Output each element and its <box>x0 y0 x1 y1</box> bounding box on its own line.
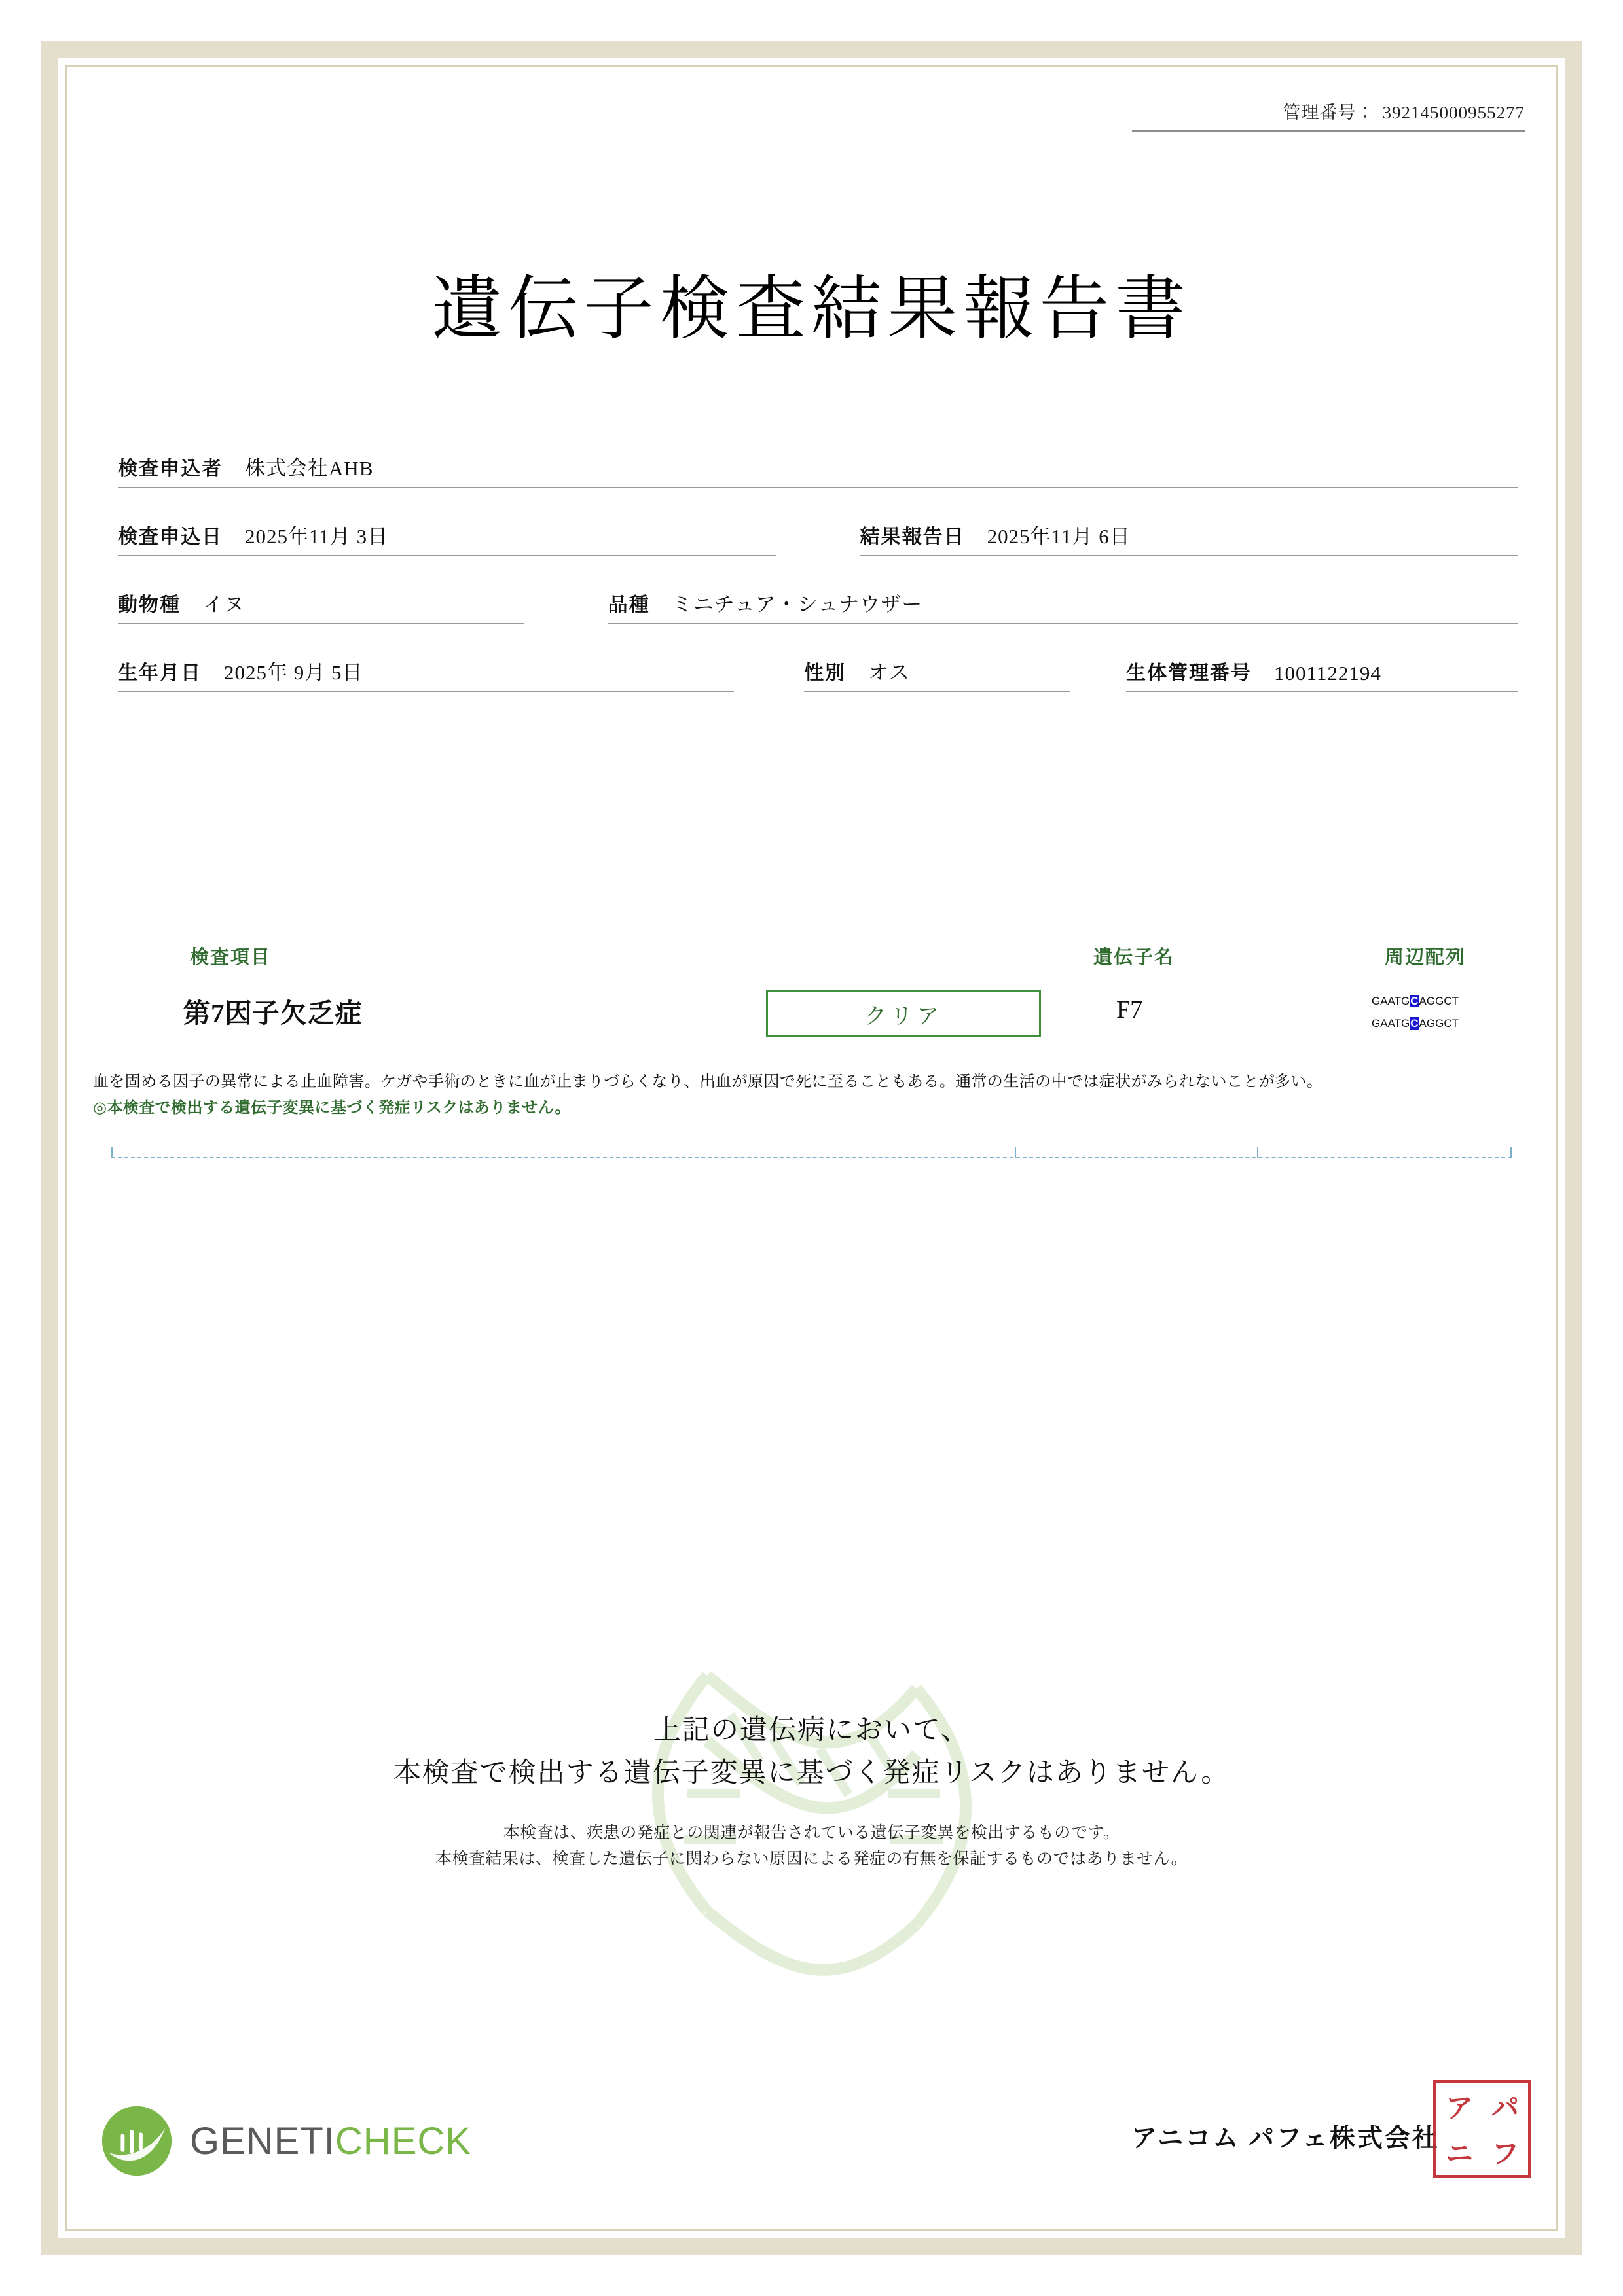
company-name: アニコム パフェ株式会社 <box>1131 2125 1440 2153</box>
management-number <box>1132 98 1525 132</box>
seal-char-0: ア <box>1445 2094 1473 2124</box>
seq-prefix-2: GAATG <box>1372 1017 1410 1030</box>
leaf-icon <box>98 2102 175 2179</box>
field-animal-id <box>1126 656 1518 692</box>
divider-tick-3 <box>1510 1147 1512 1158</box>
breed-value: ミニチュア・シュナウザー <box>672 593 923 616</box>
gene-name: F7 <box>1116 996 1143 1024</box>
column-header-gene: 遺伝子名 <box>1093 947 1175 968</box>
report-date-value: 2025年11月 6日 <box>987 525 1131 548</box>
status-badge <box>766 990 1041 1037</box>
apply-date-value: 2025年11月 3日 <box>245 525 389 548</box>
divider-tick-1 <box>1015 1147 1016 1158</box>
birth-date-label: 生年月日 <box>118 662 202 684</box>
summary-line-2: 本検査で検出する遺伝子変異に基づく発症リスクはありません。 <box>393 1757 1230 1788</box>
sex-label: 性別 <box>804 662 847 684</box>
sex-value: オス <box>868 661 910 684</box>
apply-date-label: 検査申込日 <box>118 526 223 548</box>
logo-word-part1: GENETI <box>190 2119 335 2162</box>
info-row-dates <box>118 520 1518 556</box>
field-applicant <box>118 452 1518 488</box>
applicant-value: 株式会社AHB <box>245 457 374 480</box>
info-block <box>118 452 1518 724</box>
disease-description: 血を固める因子の異常による止血障害。ケガや手術のときに血が止まりづらくなり、出血が原因で死に至ることもある。通常の生活の中では症状がみられないことが多い。 <box>93 1073 1323 1090</box>
field-species <box>118 588 524 624</box>
summary-line-1: 上記の遺伝病において、 <box>653 1714 970 1745</box>
seq-highlight-2: C <box>1410 1017 1419 1030</box>
report-date-label: 結果報告日 <box>860 526 965 548</box>
field-sex <box>804 656 1070 692</box>
summary-note-line-1: 本検査は、疾患の発症との関連が報告されている遺伝子変異を検出するものです。 <box>503 1823 1120 1842</box>
logo-wordmark <box>190 2119 471 2163</box>
field-breed <box>608 588 1518 624</box>
seq-suffix-1: AGGCT <box>1419 995 1459 1007</box>
disease-description-block <box>93 1070 1530 1121</box>
summary-note <box>85 1820 1538 1872</box>
management-number-value: 392145000955277 <box>1382 103 1525 122</box>
disease-name: 第7因子欠乏症 <box>183 998 363 1028</box>
summary-note-line-2: 本検査結果は、検査した遺伝子に関わらない原因による発症の有無を保証するものではありません。 <box>435 1850 1188 1869</box>
page-footer <box>85 2067 1538 2191</box>
disease-risk-note: ◎本検査で検出する遺伝子変異に基づく発症リスクはありません。 <box>93 1100 571 1117</box>
info-row-species <box>118 588 1518 624</box>
page-title: 遺伝子検査結果報告書 <box>431 271 1192 348</box>
section-divider <box>111 1157 1512 1158</box>
seq-prefix-1: GAATG <box>1372 995 1410 1007</box>
seal-char-1: パ <box>1491 2094 1519 2124</box>
company-seal <box>1433 2080 1531 2178</box>
birth-date-value: 2025年 9月 5日 <box>224 661 363 684</box>
info-row-applicant <box>118 452 1518 488</box>
seal-char-2: ニ <box>1445 2140 1473 2170</box>
column-header-sequence: 周辺配列 <box>1385 947 1467 968</box>
summary-block <box>85 1708 1538 1872</box>
result-table-header <box>92 942 1531 971</box>
animal-id-label: 生体管理番号 <box>1126 662 1252 684</box>
divider-tick-2 <box>1257 1147 1258 1158</box>
breed-label: 品種 <box>608 594 650 616</box>
seq-suffix-2: AGGCT <box>1419 1017 1459 1030</box>
logo-word-part2: CHECK <box>335 2119 471 2162</box>
page-content <box>85 85 1538 2211</box>
column-header-item: 検査項目 <box>190 947 272 968</box>
animal-id-value: 1001122194 <box>1274 662 1381 685</box>
species-label: 動物種 <box>118 594 181 616</box>
table-row <box>92 985 1531 1057</box>
species-value: イヌ <box>203 593 245 616</box>
seq-highlight-1: C <box>1410 995 1419 1007</box>
sequence-allele-2 <box>1372 1013 1459 1035</box>
field-report-date <box>860 520 1518 556</box>
seal-char-3: フ <box>1491 2140 1519 2170</box>
field-apply-date <box>118 520 776 556</box>
status-badge-text: クリア <box>864 1004 943 1029</box>
divider-tick-0 <box>111 1147 113 1158</box>
sequence-allele-1 <box>1372 990 1459 1013</box>
applicant-label: 検査申込者 <box>118 458 223 480</box>
geneticheck-logo <box>98 2102 471 2179</box>
field-birth-date <box>118 656 734 692</box>
info-row-birth <box>118 656 1518 692</box>
management-number-label: 管理番号： <box>1283 103 1375 122</box>
flanking-sequence <box>1372 990 1459 1035</box>
